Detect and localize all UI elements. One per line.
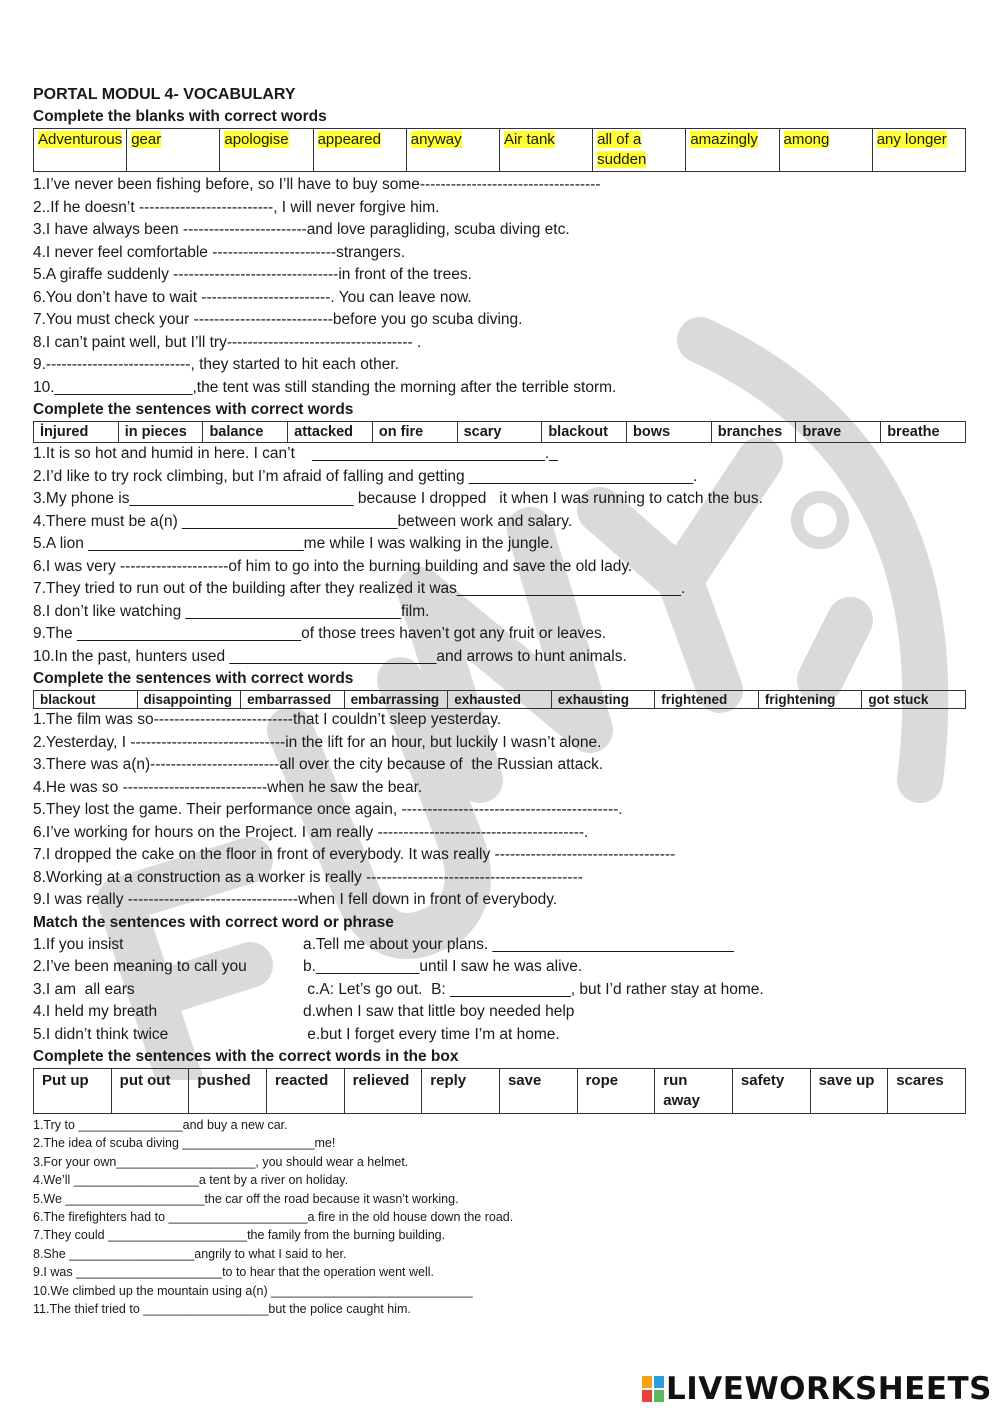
sentence-line: 7.They could ____________________the family from the burning building.: [33, 1228, 446, 1243]
word-cell: [457, 422, 542, 443]
word-cell: [593, 129, 686, 172]
sentence-line: 7.I dropped the cake on the floor in front of everybody. It was really -----------------------------------: [33, 846, 676, 863]
word-text: in pieces: [124, 424, 187, 440]
word-cell: [422, 1069, 500, 1114]
word-text: relieved: [352, 1072, 410, 1089]
worksheet: [33, 84, 966, 1318]
word-text: reacted: [274, 1072, 329, 1089]
sentence-line: 3.For your own____________________, you should wear a helmet.: [33, 1154, 409, 1169]
word-cell: [241, 691, 345, 709]
word-cell: [111, 1069, 189, 1114]
match-row: [33, 1024, 966, 1047]
word-text: embarrassing: [350, 692, 440, 707]
sentence-line: 1.The film was so---------------------------that I couldn’t sleep yesterday.: [33, 711, 502, 728]
word-text: rope: [585, 1072, 619, 1089]
sentence-line: 5.A lion _________________________me while I was walking in the jungle.: [33, 535, 554, 552]
word-cell: [499, 129, 592, 172]
word-text: attacked: [294, 424, 353, 440]
section2-heading: Complete the sentences with correct words: [33, 401, 354, 418]
sentence-line: 4.There must be a(n) _________________________between work and salary.: [33, 512, 573, 530]
section3-heading: Complete the sentences with correct words: [33, 670, 354, 687]
word-cell: [732, 1069, 810, 1114]
word-cell: [499, 1069, 577, 1114]
sentence-line: 5.They lost the game. Their performance once again, ------------------------------------------.: [33, 801, 623, 818]
word-cell: [577, 1069, 655, 1114]
sentence-line: 6.I was very ---------------------of him to go into the burning building and save the old lady.: [33, 557, 633, 575]
word-cell: [372, 422, 457, 443]
word-text: embarrassed: [247, 692, 332, 707]
sentence-line: 10.We climbed up the mountain using a(n) _____________________________: [33, 1283, 473, 1298]
word-cell: [862, 691, 966, 709]
word-box-1: [33, 128, 966, 172]
word-text: blackout: [548, 424, 608, 440]
word-cell: [888, 1069, 966, 1114]
word-text: on fire: [378, 424, 424, 440]
match-right: c.A: Let’s go out. B: ______________, but I’d rather stay at home.: [303, 980, 764, 998]
match-left: 3.I am all ears: [33, 980, 135, 998]
word-text: apologise: [224, 131, 289, 148]
word-text: pushed: [197, 1072, 251, 1089]
match-right: b.____________until I saw he was alive.: [303, 958, 583, 975]
sentence-line: 10.________________,the tent was still standing the morning after the terrible storm.: [33, 378, 617, 396]
word-cell: [189, 1069, 267, 1114]
word-cell: [127, 129, 220, 172]
word-text: away: [663, 1092, 700, 1109]
match-row: [33, 1001, 966, 1024]
brand-text: LIVEWORKSHEETS: [666, 1371, 992, 1407]
word-cell: [34, 691, 138, 709]
word-cell: [344, 1069, 422, 1114]
section4-heading: Match the sentences with correct word or phrase: [33, 913, 394, 931]
word-text: run: [663, 1072, 688, 1089]
sentence-line: 9.----------------------------, they started to hit each other.: [33, 356, 399, 373]
sentence-line: 6.I’ve working for hours on the Project. I am really ----------------------------------------.: [33, 823, 589, 841]
word-box-5: [33, 1068, 966, 1114]
sentence-line: 5.A giraffe suddenly --------------------------------in front of the trees.: [33, 266, 472, 283]
word-text: got stuck: [868, 692, 929, 707]
word-text: Put up: [42, 1072, 89, 1089]
sentence-line: 7.You must check your ---------------------------before you go scuba diving.: [33, 311, 523, 328]
word-text: blackout: [40, 692, 96, 707]
sentence-line: 6.You don’t have to wait -------------------------. You can leave now.: [33, 288, 472, 306]
match-row: [33, 979, 966, 1002]
sentence-line: 1.I’ve never been fishing before, so I’ll have to buy some-----------------------------------: [33, 176, 601, 193]
match-right: d.when I saw that little boy needed help: [303, 1003, 575, 1020]
sentence-line: 4.I never feel comfortable ------------------------strangers.: [33, 243, 405, 261]
sentence-line: 8.I can’t paint well, but I’ll try------------------------------------ .: [33, 333, 422, 351]
section1-heading: Complete the blanks with correct words: [33, 108, 327, 125]
word-cell: [796, 422, 881, 443]
word-cell: [881, 422, 966, 443]
sentence-line: 4.We’ll __________________a tent by a river on holiday.: [33, 1173, 349, 1188]
word-text: reply: [430, 1072, 467, 1089]
word-text: Adventurous: [38, 131, 123, 148]
match-row: [33, 956, 966, 979]
word-box-2: [33, 421, 966, 443]
word-cell: [810, 1069, 888, 1114]
sentence-line: 4.He was so ----------------------------when he saw the bear.: [33, 778, 423, 796]
word-cell: [872, 129, 965, 172]
word-text: any longer: [876, 131, 947, 148]
match-row: [33, 934, 966, 957]
word-cell: [542, 422, 627, 443]
word-cell: [313, 129, 406, 172]
sentence-line: 9.The __________________________of those trees haven’t got any fruit or leaves.: [33, 625, 607, 642]
word-cell: [118, 422, 203, 443]
word-text: appeared: [317, 131, 381, 148]
sentence-line: 11.The thief tried to __________________but the police caught him.: [33, 1302, 411, 1317]
sentence-line: 3.My phone is__________________________ because I dropped it when I was running to catch the bus.: [33, 490, 763, 507]
word-text: gear: [131, 131, 162, 148]
sentence-line: 7.They tried to run out of the building after they realized it was__________________________.: [33, 580, 686, 597]
word-cell: [655, 691, 759, 709]
sentence-line: 10.In the past, hunters used ________________________and arrows to hunt animals.: [33, 647, 627, 665]
word-text: amazingly: [690, 131, 758, 148]
sentence-line: 2.Yesterday, I ------------------------------in the lift for an hour, but luckily I wasn’t alone.: [33, 733, 602, 751]
word-text: Air tank: [503, 131, 555, 148]
word-text: bows: [633, 424, 671, 440]
sentence-line: 2.I’d like to try rock climbing, but I’m afraid of falling and getting __________________________.: [33, 467, 698, 485]
word-text: scary: [463, 424, 502, 440]
word-cell: [203, 422, 288, 443]
word-text: balance: [209, 424, 264, 440]
word-text: frightening: [764, 692, 836, 707]
word-cell: [34, 422, 119, 443]
sentence-line: 3.There was a(n)-------------------------all over the city because of the Russian attack.: [33, 756, 604, 773]
sentence-line: 9.I was really ---------------------------------when I fell down in front of everybody.: [33, 891, 558, 908]
logo-squares-icon: [642, 1376, 664, 1402]
word-text: exhausted: [454, 692, 521, 707]
word-cell: [779, 129, 872, 172]
sentence-line: 2.The idea of scuba diving ___________________me!: [33, 1136, 336, 1151]
sentence-line: 6.The firefighters had to ____________________a fire in the old house down the road.: [33, 1210, 514, 1225]
match-left: 4.I held my breath: [33, 1003, 158, 1020]
sentence-line: 1.It is so hot and humid in here. I can’t ___________________________._: [33, 445, 558, 462]
word-cell: [758, 691, 862, 709]
page-title: PORTAL MODUL 4- VOCABULARY: [33, 86, 296, 103]
match-left: 1.If you insist: [33, 935, 124, 953]
word-text: brave: [802, 424, 842, 440]
word-cell: [288, 422, 373, 443]
sentence-line: 8.She __________________angrily to what I said to her.: [33, 1246, 347, 1261]
match-left: 2.I’ve been meaning to call you: [33, 958, 247, 975]
word-text: save: [507, 1072, 542, 1089]
word-text: branches: [717, 424, 783, 440]
liveworksheets-logo: [642, 1371, 992, 1407]
word-text: scares: [896, 1072, 944, 1089]
word-text: among: [783, 131, 830, 148]
match-right: a.Tell me about your plans. ____________________________: [303, 935, 734, 953]
word-cell: [551, 691, 655, 709]
sentence-line: 9.I was _____________________to to hear that the operation went well.: [33, 1265, 435, 1280]
match-left: 5.I didn’t think twice: [33, 1025, 169, 1043]
sentence-line: 1.Try to _______________and buy a new car.: [33, 1118, 288, 1132]
word-box-3: [33, 690, 966, 709]
word-cell: [686, 129, 779, 172]
word-text: save up: [818, 1072, 875, 1089]
section5-heading: Complete the sentences with the correct words in the box: [33, 1048, 459, 1065]
word-text: anyway: [410, 131, 462, 148]
word-cell: [34, 1069, 112, 1114]
sentence-line: 8.Working at a construction as a worker is really ------------------------------------------: [33, 868, 583, 886]
word-cell: [448, 691, 552, 709]
word-cell: [266, 1069, 344, 1114]
word-text: put out: [119, 1072, 171, 1089]
word-cell: [34, 129, 127, 172]
word-cell: [406, 129, 499, 172]
word-text: disappointing: [143, 692, 233, 707]
word-text: İnjured: [40, 424, 89, 440]
sentence-line: 8.I don’t like watching _________________________film.: [33, 602, 430, 620]
word-text: sudden: [597, 151, 647, 168]
sentence-line: 3.I have always been ------------------------and love paragliding, scuba diving etc.: [33, 221, 570, 238]
word-cell: [711, 422, 796, 443]
sentence-line: 2..If he doesn’t --------------------------, I will never forgive him.: [33, 198, 440, 216]
word-text: exhausting: [557, 692, 629, 707]
sentence-line: 5.We ____________________the car off the road because it wasn’t working.: [33, 1191, 459, 1206]
word-text: safety: [740, 1072, 785, 1089]
word-cell: [655, 1069, 733, 1114]
word-cell: [220, 129, 313, 172]
word-text: all of a: [597, 131, 642, 148]
word-cell: [137, 691, 241, 709]
word-text: frightened: [661, 692, 728, 707]
word-text: breathe: [887, 424, 940, 440]
word-cell: [627, 422, 712, 443]
match-right: e.but I forget every time I’m at home.: [303, 1025, 560, 1043]
word-cell: [344, 691, 448, 709]
